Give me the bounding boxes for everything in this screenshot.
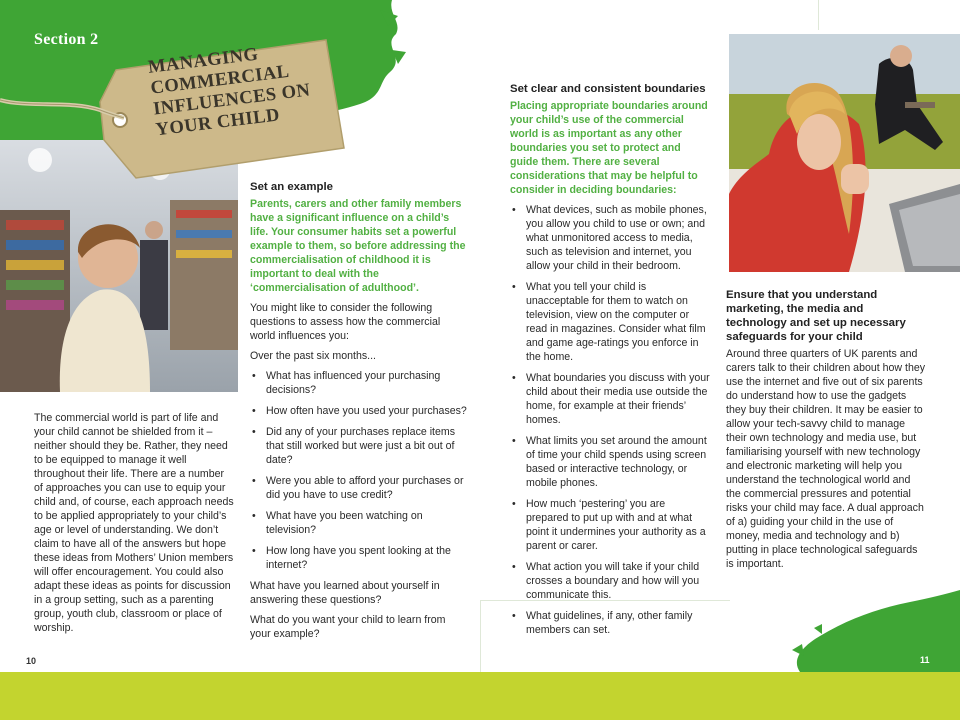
list-item: • Did any of your purchases replace items that still worked but were just a bit out of date?: [250, 425, 468, 467]
list-item: • What guidelines, if any, other family members can set.: [510, 609, 710, 637]
list-item: • What devices, such as mobile phones, you allow you child to use or own; and what unmonitored access to media, such as television and internet, you allow your child in their bedroom.: [510, 203, 710, 273]
ensure-body: Around three quarters of UK parents and carers talk to their children about how they use the internet and five out of six parents do understand how to use the gadgets they buy their children. It may be easier to allow your tech-savvy child to manage their own technology and media use, but familiarising yourself with new technology and electronic marketing will help you understand the technological world and the commercial pressures and potential risks your child may face. A dual approach of a) guiding your child in the use of money, media and technology and b) putting in place technological safeguards is important.: [726, 348, 926, 570]
list-item: • Were you able to afford your purchases or did you have to use credit?: [250, 474, 468, 502]
boundaries-heading: Set clear and consistent boundaries: [510, 83, 706, 95]
guide-line: [818, 0, 819, 30]
set-example-paragraph: Over the past six months...: [250, 350, 376, 362]
ensure-heading: Ensure that you understand marketing, the media and technology and set up necessary safeguards for your child: [726, 289, 906, 343]
list-item: • How much ‘pestering’ you are prepared to put up with and at what point it undermines your authority as a parent or carer.: [510, 497, 710, 553]
tag-title: MANAGING COMMERCIAL INFLUENCES ON YOUR CHILD: [147, 44, 312, 141]
list-item: • What action you will take if your child crosses a boundary and how will you communicate this.: [510, 560, 710, 602]
set-example-heading: Set an example: [250, 181, 333, 193]
right-column: [726, 288, 926, 577]
intro-paragraph: The commercial world is part of life and your child cannot be shielded from it – neither should they be. Rather, they need to be equipped to manage it well throughout their life. There are a number of approaches you can use to equip your child and, of course, each approach needs to be applied appropriately to your child’s age or level of understanding. We don’t claim to have all of the answers but hope these ideas from Mothers’ Union members will offer encouragement. You could also adapt these ideas as points for discussion in a group setting, such as a parenting group, youth club, classroom or place of worship.: [34, 412, 234, 634]
reflection-question: What do you want your child to learn from your example?: [250, 614, 446, 640]
left-column: [34, 411, 234, 641]
page-number-left: 10: [26, 656, 37, 666]
set-example-intro: Parents, carers and other family members have a significant influence on a child’s life. Your consumer habits set a powerful example to them, so before addressing the commercialisation of childhood it is important to deal with the ‘commercialisation of adulthood’.: [250, 198, 466, 294]
list-item: • What limits you set around the amount of time your child spends using screen based or interactive technology, or mobile phones.: [510, 434, 710, 490]
girl-and-father-photo: [729, 34, 960, 272]
list-item: • How long have you spent looking at the internet?: [250, 544, 468, 572]
bottom-green-band: [0, 672, 960, 720]
boundaries-list: [510, 203, 710, 637]
list-item: • How often have you used your purchases?: [250, 404, 468, 418]
tag-string: [0, 94, 140, 134]
list-item: • What you tell your child is unacceptable for them to watch on television, view on the computer or read in magazines. Consider what film and game age-ratings you enforce in the home.: [510, 280, 710, 364]
boundaries-intro: Placing appropriate boundaries around your child’s use of the commercial world is as important as any other boundaries you set to protect and guide them. There are several considerations that may be helpful to consider in deciding boundaries:: [510, 100, 708, 196]
middle-column: [250, 180, 468, 647]
guide-line: [480, 600, 481, 672]
section-label: Section 2: [34, 31, 99, 48]
question-list: [250, 369, 468, 572]
set-example-paragraph: You might like to consider the following questions to assess how the commercial world influences you:: [250, 302, 441, 342]
boundaries-column: [510, 82, 710, 644]
list-item: • What boundaries you discuss with your child about their media use outside the home, for example at their friends’ homes.: [510, 371, 710, 427]
page-number-right: 11: [920, 655, 930, 665]
list-item: • What have you been watching on television?: [250, 509, 468, 537]
list-item: • What has influenced your purchasing decisions?: [250, 369, 468, 397]
reflection-question: What have you learned about yourself in answering these questions?: [250, 580, 440, 606]
